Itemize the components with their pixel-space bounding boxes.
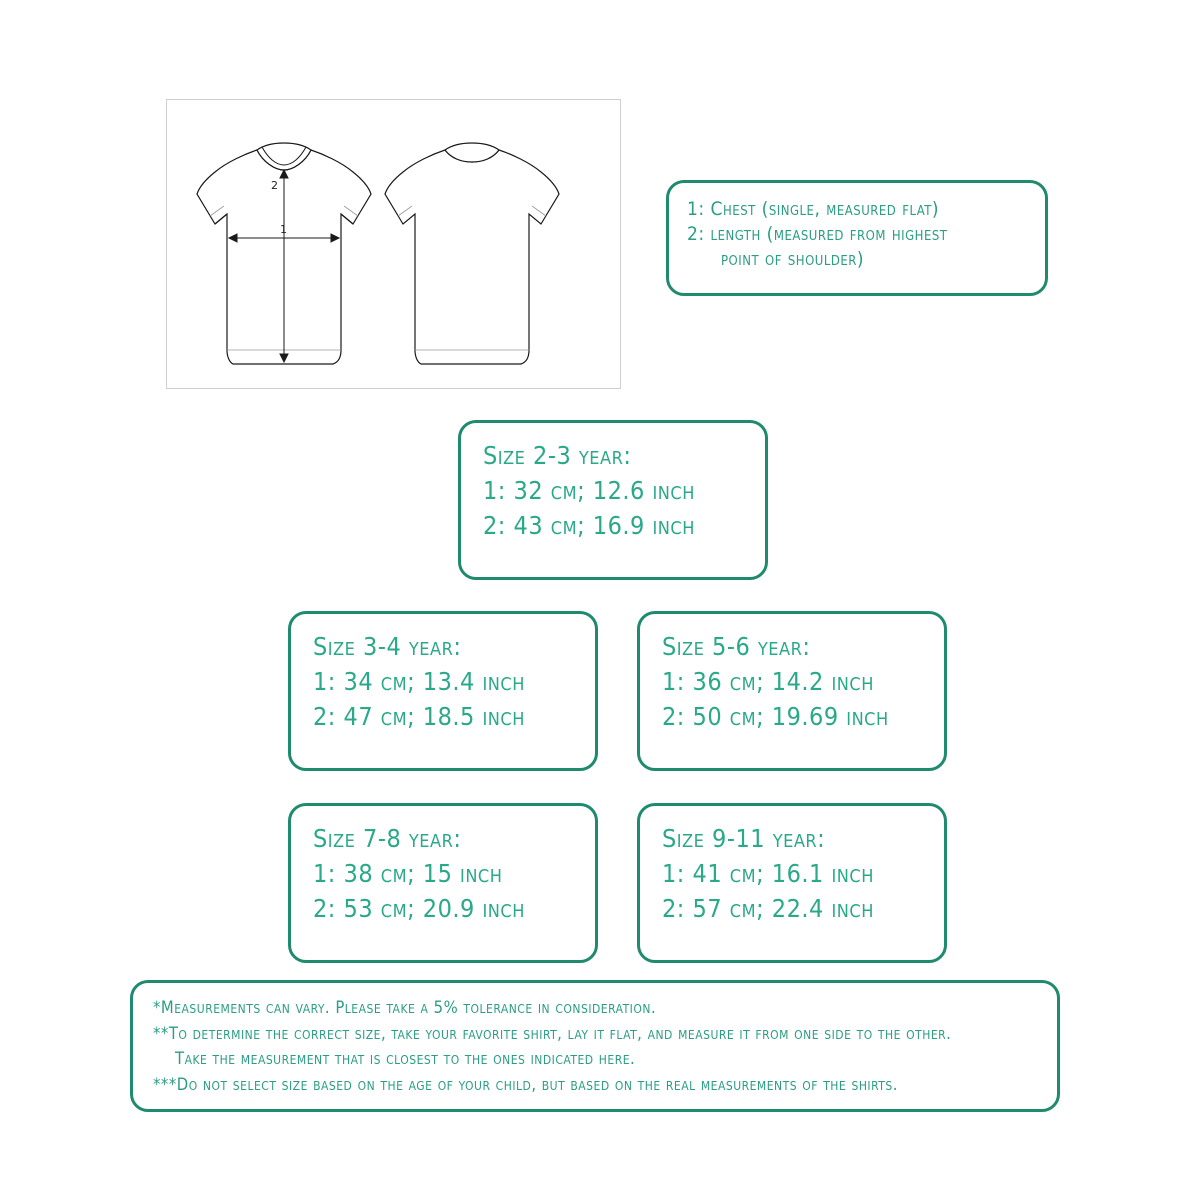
- size-card-9-11-year: [637, 803, 947, 963]
- legend-line-length-cont: point of shoulder): [721, 248, 865, 271]
- size-card-title: Size 2-3 year:: [483, 441, 632, 470]
- size-card-chest: 1: 36 cm; 14.2 inch: [662, 667, 874, 696]
- length-dimension-label: 2: [271, 179, 278, 192]
- size-card-chest: 1: 34 cm; 13.4 inch: [313, 667, 525, 696]
- size-card-title: Size 3-4 year:: [313, 632, 462, 661]
- chest-dimension-label: 1: [280, 223, 287, 236]
- size-card-length: 2: 57 cm; 22.4 inch: [662, 894, 874, 923]
- measurement-legend-box: [666, 180, 1048, 296]
- size-card-length: 2: 43 cm; 16.9 inch: [483, 511, 695, 540]
- size-card-7-8-year: [288, 803, 598, 963]
- size-card-5-6-year: [637, 611, 947, 771]
- size-card-3-4-year: [288, 611, 598, 771]
- legend-line-length: 2: length (measured from highest: [687, 223, 948, 246]
- size-card-length: 2: 47 cm; 18.5 inch: [313, 702, 525, 731]
- size-card-chest: 1: 41 cm; 16.1 inch: [662, 859, 874, 888]
- tshirt-illustration-panel: [166, 99, 621, 389]
- size-card-title: Size 5-6 year:: [662, 632, 811, 661]
- note-age-warning: ***Do not select size based on the age of your child, but based on the real measurements of the shirts.: [153, 1075, 898, 1095]
- size-card-chest: 1: 32 cm; 12.6 inch: [483, 476, 695, 505]
- notes-box: [130, 980, 1060, 1112]
- legend-line-chest: 1: Chest (single, measured flat): [687, 198, 940, 220]
- size-card-chest: 1: 38 cm; 15 inch: [313, 859, 503, 888]
- tshirt-back: [385, 143, 559, 364]
- size-card-title: Size 7-8 year:: [313, 824, 462, 853]
- size-card-length: 2: 53 cm; 20.9 inch: [313, 894, 525, 923]
- size-card-title: Size 9-11 year:: [662, 824, 826, 853]
- note-how-to-measure-cont: Take the measurement that is closest to the ones indicated here.: [175, 1049, 636, 1069]
- tshirt-diagram-svg: [167, 100, 620, 388]
- note-tolerance: *Measurements can vary. Please take a 5% tolerance in consideration.: [153, 998, 657, 1017]
- size-card-2-3-year: [458, 420, 768, 580]
- note-how-to-measure: **To determine the correct size, take your favorite shirt, lay it flat, and measure it from one side to the other.: [153, 1023, 952, 1043]
- size-card-length: 2: 50 cm; 19.69 inch: [662, 702, 889, 731]
